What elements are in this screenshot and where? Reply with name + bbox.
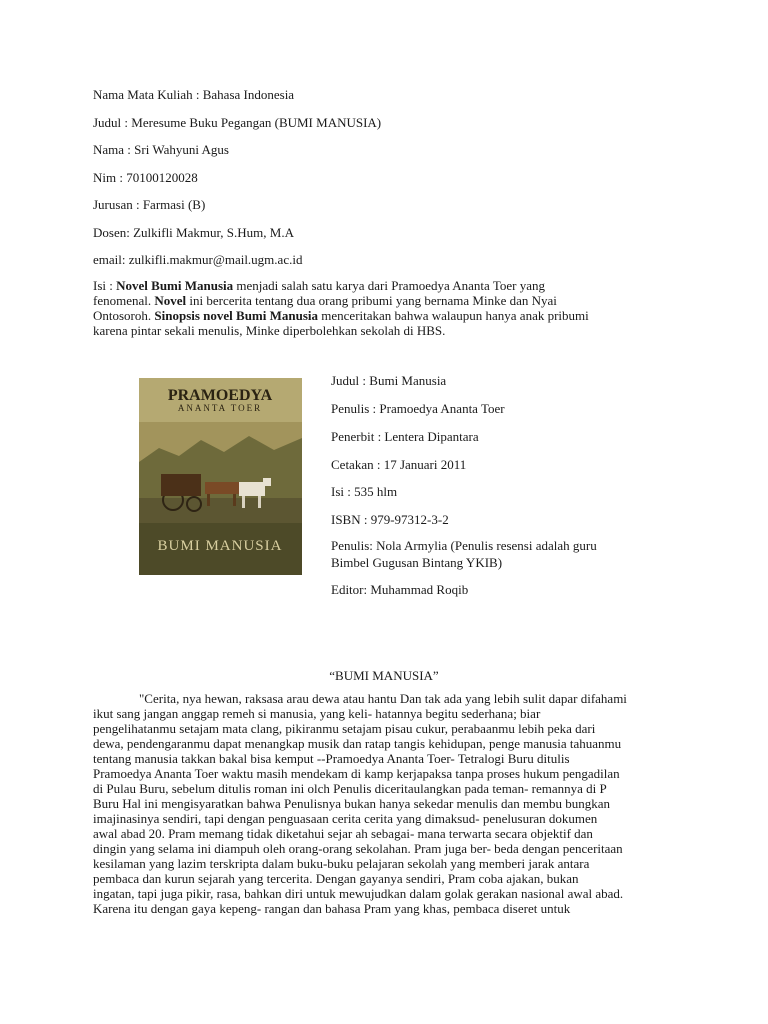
paragraph-line: Karena itu dengan gaya kepeng- rangan dan bahasa Pram yang khas, pembaca diseret untuk xyxy=(93,901,571,916)
summary-line: fenomenal. Novel ini bercerita tentang dua orang pribumi yang bernama Minke dan Nyai xyxy=(93,293,557,308)
review-author-line-cont: Bimbel Gugusan Bintang YKIB) xyxy=(331,555,503,570)
section-title: “BUMI MANUSIA” xyxy=(329,668,439,683)
paragraph-line: "Cerita, nya hewan, raksasa arau dewa atau hantu Dan tak ada yang lebih sulit dapar difahami xyxy=(139,691,627,706)
book-cover-image xyxy=(139,378,302,575)
review-paragraph xyxy=(93,691,683,916)
course-name-line: Nama Mata Kuliah : Bahasa Indonesia xyxy=(93,87,295,102)
paragraph-line: imajinasinya sendiri, tapi dengan penguasaan cerita cerita yang dimaksud- penelusuran dokumen xyxy=(93,811,598,826)
book-print-date-line: Cetakan : 17 Januari 2011 xyxy=(331,457,467,472)
paragraph-line: ingatan, tapi juga pikir, rasa, bahkan diri untuk mewujudkan dalam golak gerakan nasional awal abad. xyxy=(93,886,624,901)
paragraph-line: Pramoedya Ananta Toer waktu masih mendekam di kamp kerjapaksa tanpa proses hukum pengadilan xyxy=(93,766,620,781)
book-pages-line: Isi : 535 hlm xyxy=(331,484,398,499)
book-title-line: Judul : Bumi Manusia xyxy=(331,373,447,388)
paragraph-line: Buru Hal ini mengisyaratkan bahwa Penulisnya bukan hanya sekedar menulis dan membu bungkan xyxy=(93,796,610,811)
paragraph-line: tentang manusia takkan bakal bisa kemput --Pramoedya Ananta Toer- Tetralogi Buru ditulis xyxy=(93,751,570,766)
book-publisher-line: Penerbit : Lentera Dipantara xyxy=(331,429,479,444)
review-author-line: Penulis: Nola Armylia (Penulis resensi adalah guru xyxy=(331,538,597,553)
svg-text:PRAMOEDYA: PRAMOEDYA xyxy=(167,387,273,404)
svg-text:ANANTA TOER: ANANTA TOER xyxy=(177,403,263,413)
content-summary xyxy=(93,278,653,338)
department-line: Jurusan : Farmasi (B) xyxy=(93,197,206,212)
summary-line: karena pintar sekali menulis, Minke diperbolehkan sekolah di HBS. xyxy=(93,323,446,338)
editor-line: Editor: Muhammad Roqib xyxy=(331,582,469,597)
paragraph-line: awal abad 20. Pram memang tidak diketahui sejar ah sebagai- mana terwarta secara objektif dan xyxy=(93,826,593,841)
paragraph-line: pengelihatanmu setajam mata clang, pikiranmu setajam pisau cukur, perabaanmu lebih peka dari xyxy=(93,721,596,736)
email-line: email: zulkifli.makmur@mail.ugm.ac.id xyxy=(93,252,303,267)
book-isbn-line: ISBN : 979-97312-3-2 xyxy=(331,512,449,527)
paragraph-line: di Pulau Buru, sebelum ditulis roman ini olch Penulis diceritaulangkan pada teman- remannya di P xyxy=(93,781,607,796)
summary-line: Isi : Novel Bumi Manusia menjadi salah satu karya dari Pramoedya Ananta Toer yang xyxy=(93,278,545,293)
paragraph-line: dewa, pendengaranmu dapat menangkap musik dan ratap tangis kehidupan, penge manusia tahuanmu xyxy=(93,736,622,751)
paragraph-line: dingin yang selama ini diampuh oleh orang-orang sekolahan. Pram juga ber- beda dengan penceritaan xyxy=(93,841,623,856)
lecturer-line: Dosen: Zulkifli Makmur, S.Hum, M.A xyxy=(93,225,294,240)
student-id-line: Nim : 70100120028 xyxy=(93,170,198,185)
cover-author-text xyxy=(168,387,273,413)
book-author-line: Penulis : Pramoedya Ananta Toer xyxy=(331,401,505,416)
summary-line: Ontosoroh. Sinopsis novel Bumi Manusia menceritakan bahwa walaupun hanya anak pribumi xyxy=(93,308,589,323)
cover-title-text: BUMI MANUSIA xyxy=(157,538,283,554)
student-name-line: Nama : Sri Wahyuni Agus xyxy=(93,142,229,157)
paragraph-line: kesilaman yang lazim terskripta dalam buku-buku pelajaran sekolah yang memberi jarak antara xyxy=(93,856,590,871)
assignment-title-line: Judul : Meresume Buku Pegangan (BUMI MANUSIA) xyxy=(93,115,382,130)
paragraph-line: ikut sang jangan anggap remeh si manusia, yang keli- hatannya begitu sederhana; biar xyxy=(93,706,541,721)
paragraph-line: pembaca dan kurun sejarah yang tercerita. Dengan gayanya sendiri, Pram coba ajakan, bukan xyxy=(93,871,579,886)
